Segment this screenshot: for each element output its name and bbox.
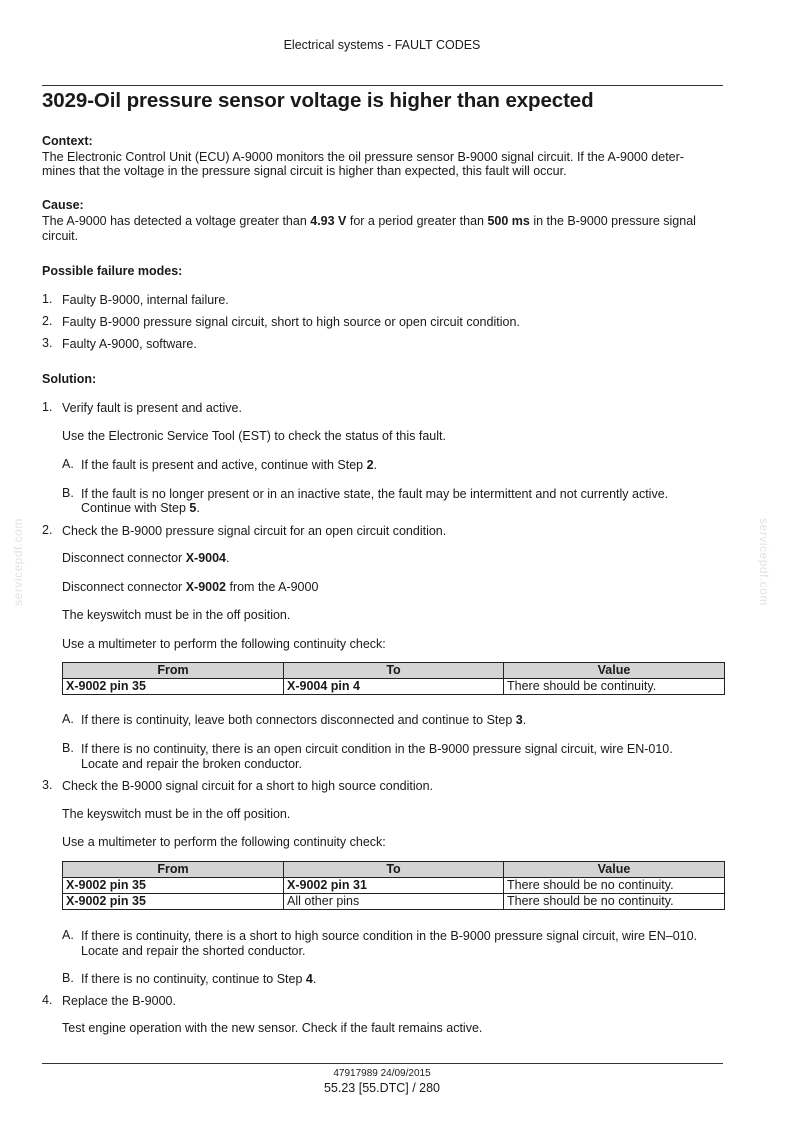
substep-text: . bbox=[312, 972, 317, 986]
step-1-substep-b-line-2 bbox=[81, 500, 724, 517]
failure-mode-item: Faulty A-9000, software. bbox=[62, 337, 197, 351]
substep-text: . bbox=[373, 458, 378, 472]
context-line-2: mines that the voltage in the pressure signal circuit is higher than expected, this fault will occur. bbox=[42, 164, 567, 178]
connector-ref: X-9004 bbox=[185, 551, 226, 565]
substep-text: If there is continuity, leave both connectors disconnected and continue to Step bbox=[81, 713, 516, 727]
table-cell: There should be no continuity. bbox=[504, 878, 725, 894]
substep-letter: B. bbox=[62, 741, 74, 755]
table-header-cell: From bbox=[63, 862, 284, 878]
failure-mode-item: Faulty B-9000 pressure signal circuit, short to high source or open circuit condition. bbox=[62, 315, 520, 329]
step-number: 3. bbox=[42, 778, 53, 792]
step-number: 2. bbox=[42, 523, 53, 537]
footer-page-number: 55.23 [55.DTC] / 280 bbox=[323, 1081, 441, 1095]
header-rule bbox=[42, 85, 723, 86]
step-ref: 5 bbox=[189, 501, 197, 515]
table-header-row bbox=[63, 862, 725, 878]
para-text: . bbox=[226, 551, 230, 565]
running-header: Electrical systems - FAULT CODES bbox=[283, 38, 481, 52]
substep-text: If the fault is present and active, continue with Step bbox=[81, 458, 367, 472]
step-ref: 3 bbox=[515, 713, 523, 727]
cause-text: The A-9000 has detected a voltage greater than bbox=[42, 214, 311, 228]
step-2-substep-b: If there is no continuity, there is an open circuit condition in the B-9000 pressure signal circuit, wire EN-010. bbox=[81, 742, 673, 756]
cause-text: for a period greater than bbox=[346, 214, 488, 228]
substep-letter: B. bbox=[62, 971, 74, 985]
table-cell: X-9002 pin 35 bbox=[63, 679, 284, 695]
cause-text: in the B-9000 pressure signal bbox=[529, 214, 696, 228]
substep-text: Continue with Step bbox=[81, 501, 190, 515]
substep-text: If there is no continuity, continue to Step bbox=[81, 972, 306, 986]
step-1-para: Use the Electronic Service Tool (EST) to check the status of this fault. bbox=[62, 429, 446, 443]
step-3-substep-b bbox=[81, 971, 724, 988]
step-1-text: Verify fault is present and active. bbox=[62, 401, 242, 415]
table-header-row bbox=[63, 663, 725, 679]
failure-mode-item: Faulty B-9000, internal failure. bbox=[62, 293, 229, 307]
step-number: 1. bbox=[42, 400, 53, 414]
step-4-para: Test engine operation with the new sensor. Check if the fault remains active. bbox=[62, 1021, 483, 1035]
table-row bbox=[63, 894, 725, 910]
step-2-para-3: The keyswitch must be in the off position. bbox=[62, 608, 291, 622]
step-3-para-2: Use a multimeter to perform the following continuity check: bbox=[62, 835, 386, 849]
cause-duration: 500 ms bbox=[487, 214, 530, 228]
solution-heading: Solution: bbox=[42, 372, 97, 386]
para-text: Disconnect connector bbox=[62, 580, 186, 594]
substep-letter: B. bbox=[62, 486, 74, 500]
substep-letter: A. bbox=[62, 712, 74, 726]
table-cell: All other pins bbox=[284, 894, 504, 910]
watermark-left: servicepdf.com bbox=[10, 518, 25, 606]
cause-line-2: circuit. bbox=[42, 229, 79, 243]
table-cell: X-9004 pin 4 bbox=[284, 679, 504, 695]
step-ref: 2 bbox=[366, 458, 374, 472]
context-line-1: The Electronic Control Unit (ECU) A-9000 monitors the oil pressure sensor B-9000 signal circuit. If the A-9000 deter- bbox=[42, 150, 684, 164]
step-ref: 4 bbox=[305, 972, 313, 986]
table-cell: X-9002 pin 31 bbox=[284, 878, 504, 894]
failure-modes-heading: Possible failure modes: bbox=[42, 264, 183, 278]
step-number: 4. bbox=[42, 993, 53, 1007]
table-header-cell: Value bbox=[504, 663, 725, 679]
substep-text: . bbox=[196, 501, 200, 515]
substep-letter: A. bbox=[62, 457, 74, 471]
table-cell: There should be no continuity. bbox=[504, 894, 725, 910]
cause-heading: Cause: bbox=[42, 198, 84, 212]
table-row bbox=[63, 878, 725, 894]
cause-voltage: 4.93 V bbox=[310, 214, 347, 228]
context-heading: Context: bbox=[42, 134, 93, 148]
failure-mode-number: 3. bbox=[42, 336, 53, 350]
footer-rule bbox=[42, 1063, 723, 1064]
substep-letter: A. bbox=[62, 928, 74, 942]
para-text: Disconnect connector bbox=[62, 551, 186, 565]
step-2-continuity-table bbox=[62, 662, 725, 695]
step-3-substep-a-line-2: Locate and repair the shorted conductor. bbox=[81, 944, 306, 958]
table-row bbox=[63, 679, 725, 695]
watermark-right: servicepdf.com bbox=[756, 518, 771, 606]
step-2-para-4: Use a multimeter to perform the following continuity check: bbox=[62, 637, 386, 651]
step-3-text: Check the B-9000 signal circuit for a short to high source condition. bbox=[62, 779, 434, 793]
step-2-para-2 bbox=[62, 580, 724, 594]
step-4-text: Replace the B-9000. bbox=[62, 994, 176, 1008]
failure-mode-number: 1. bbox=[42, 292, 53, 306]
step-3-continuity-table bbox=[62, 861, 725, 910]
step-1-substep-b: If the fault is no longer present or in an inactive state, the fault may be intermittent and not currently active. bbox=[81, 487, 669, 501]
step-2-text: Check the B-9000 pressure signal circuit for an open circuit condition. bbox=[62, 524, 447, 538]
step-2-substep-a bbox=[81, 712, 724, 729]
table-cell: There should be continuity. bbox=[504, 679, 725, 695]
table-header-cell: From bbox=[63, 663, 284, 679]
substep-text: . bbox=[522, 713, 527, 727]
para-text: from the A-9000 bbox=[226, 580, 319, 594]
step-3-substep-a: If there is continuity, there is a short to high source condition in the B-9000 pressure signal circuit, wire EN–010. bbox=[81, 929, 698, 943]
connector-ref: X-9002 bbox=[185, 580, 226, 594]
table-header-cell: To bbox=[284, 663, 504, 679]
table-cell: X-9002 pin 35 bbox=[63, 878, 284, 894]
step-1-substep-a bbox=[81, 457, 724, 474]
step-2-para-1 bbox=[62, 551, 724, 565]
footer-doc-ref: 47917989 24/09/2015 bbox=[333, 1068, 431, 1079]
step-2-substep-b-line-2: Locate and repair the broken conductor. bbox=[81, 757, 302, 771]
failure-mode-number: 2. bbox=[42, 314, 53, 328]
table-cell: X-9002 pin 35 bbox=[63, 894, 284, 910]
table-header-cell: Value bbox=[504, 862, 725, 878]
step-3-para-1: The keyswitch must be in the off position. bbox=[62, 807, 291, 821]
table-header-cell: To bbox=[284, 862, 504, 878]
page-title: 3029-Oil pressure sensor voltage is higher than expected bbox=[42, 89, 594, 112]
